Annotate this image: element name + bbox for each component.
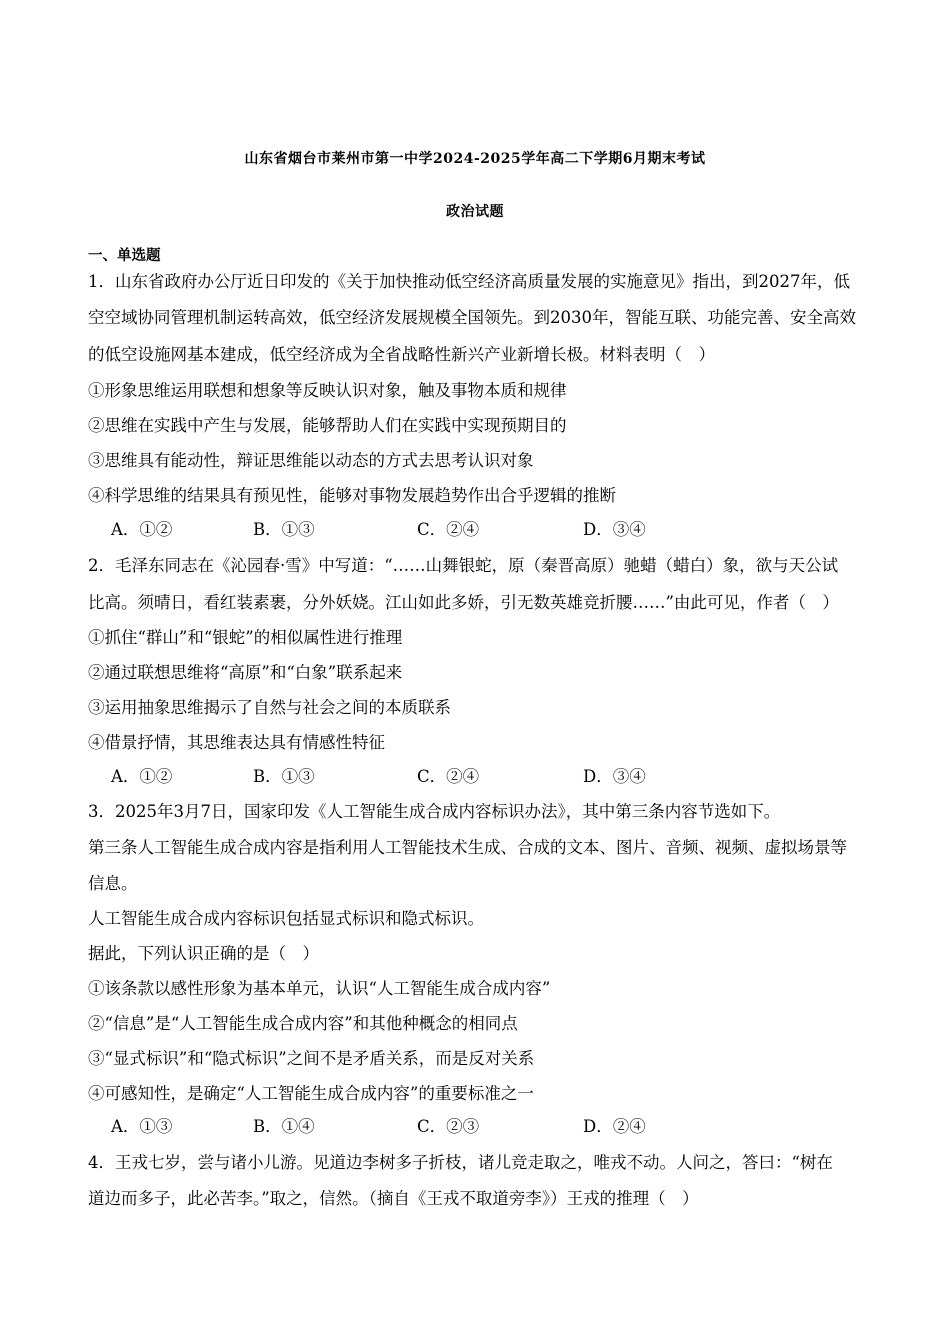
question-3-statement: ③“显式标识”和“隐式标识”之间不是矛盾关系，而是反对关系 [88, 1049, 535, 1068]
question-1-line: 1．山东省政府办公厅近日印发的《关于加快推动低空经济高质量发展的实施意见》指出，到2027年，低 [88, 272, 850, 291]
question-4-line: 道边而多子，此必苦李。”取之，信然。（摘自《王戎不取道旁李》）王戎的推理（ ） [88, 1189, 699, 1208]
exam-title: 山东省烟台市莱州市第一中学2024-2025学年高二下学期6月期末考试 [244, 151, 706, 167]
question-2-statement: ③运用抽象思维揭示了自然与社会之间的本质联系 [88, 698, 451, 717]
question-2-line: 比高。须晴日，看红装素裹，分外妖娆。江山如此多娇，引无数英雄竞折腰……”由此可见，作者（ ） [88, 593, 839, 612]
exam-subtitle: 政治试题 [446, 204, 504, 220]
question-3-statement: ②“信息”是“人工智能生成合成内容”和其他种概念的相同点 [88, 1014, 518, 1033]
question-3-line: 3．2025年3月7日，国家印发《人工智能生成合成内容标识办法》，其中第三条内容节选如下。 [88, 802, 781, 821]
question-3-statement: ①该条款以感性形象为基本单元，认识“人工智能生成合成内容” [88, 979, 551, 998]
question-1-statement: ①形象思维运用联想和想象等反映认识对象，触及事物本质和规律 [88, 381, 567, 400]
question-1-statement: ②思维在实践中产生与发展，能够帮助人们在实践中实现预期目的 [88, 416, 567, 435]
question-2-statement: ④借景抒情，其思维表达具有情感性特征 [88, 733, 385, 752]
question-2-option-a: A．①② [111, 767, 173, 786]
question-3-option-c: C．②③ [417, 1117, 480, 1136]
question-3-line: 信息。 [88, 874, 138, 893]
question-1-option-b: B．①③ [253, 520, 315, 539]
question-2-line: 2．毛泽东同志在《沁园春·雪》中写道：“……山舞银蛇，原（秦晋高原）驰蜡（蜡白）象，欲与天公试 [88, 556, 839, 575]
question-1-option-d: D．③④ [583, 520, 646, 539]
question-3-line: 据此，下列认识正确的是（ ） [88, 944, 319, 963]
question-2-option-b: B．①③ [253, 767, 315, 786]
question-2-option-d: D．③④ [583, 767, 646, 786]
question-2-option-c: C．②④ [417, 767, 480, 786]
question-1-option-c: C．②④ [417, 520, 480, 539]
section-heading: 一、单选题 [88, 247, 161, 264]
question-3-line: 人工智能生成合成内容标识包括显式标识和隐式标识。 [88, 909, 484, 928]
question-4-line: 4．王戎七岁，尝与诸小儿游。见道边李树多子折枝，诸儿竞走取之，唯戎不动。人问之，答曰：“树在 [88, 1153, 833, 1172]
question-1-line: 空空域协同管理机制运转高效，低空经济发展规模全国领先。到2030年，智能互联、功能完善、安全高效 [88, 308, 856, 327]
question-2-statement: ①抓住“群山”和“银蛇”的相似属性进行推理 [88, 628, 403, 647]
question-2-statement: ②通过联想思维将“高原”和“白象”联系起来 [88, 663, 403, 682]
question-3-option-b: B．①④ [253, 1117, 315, 1136]
question-3-option-a: A．①③ [111, 1117, 173, 1136]
question-3-statement: ④可感知性，是确定“人工智能生成合成内容”的重要标准之一 [88, 1084, 534, 1103]
question-3-option-d: D．②④ [583, 1117, 646, 1136]
question-1-option-a: A．①② [111, 520, 173, 539]
question-1-statement: ④科学思维的结果具有预见性，能够对事物发展趋势作出合乎逻辑的推断 [88, 486, 616, 505]
question-1-line: 的低空设施网基本建成，低空经济成为全省战略性新兴产业新增长极。材料表明（ ） [88, 345, 715, 364]
question-1-statement: ③思维具有能动性，辩证思维能以动态的方式去思考认识对象 [88, 451, 534, 470]
question-3-line: 第三条人工智能生成合成内容是指利用人工智能技术生成、合成的文本、图片、音频、视频、虚拟场景等 [88, 838, 847, 857]
